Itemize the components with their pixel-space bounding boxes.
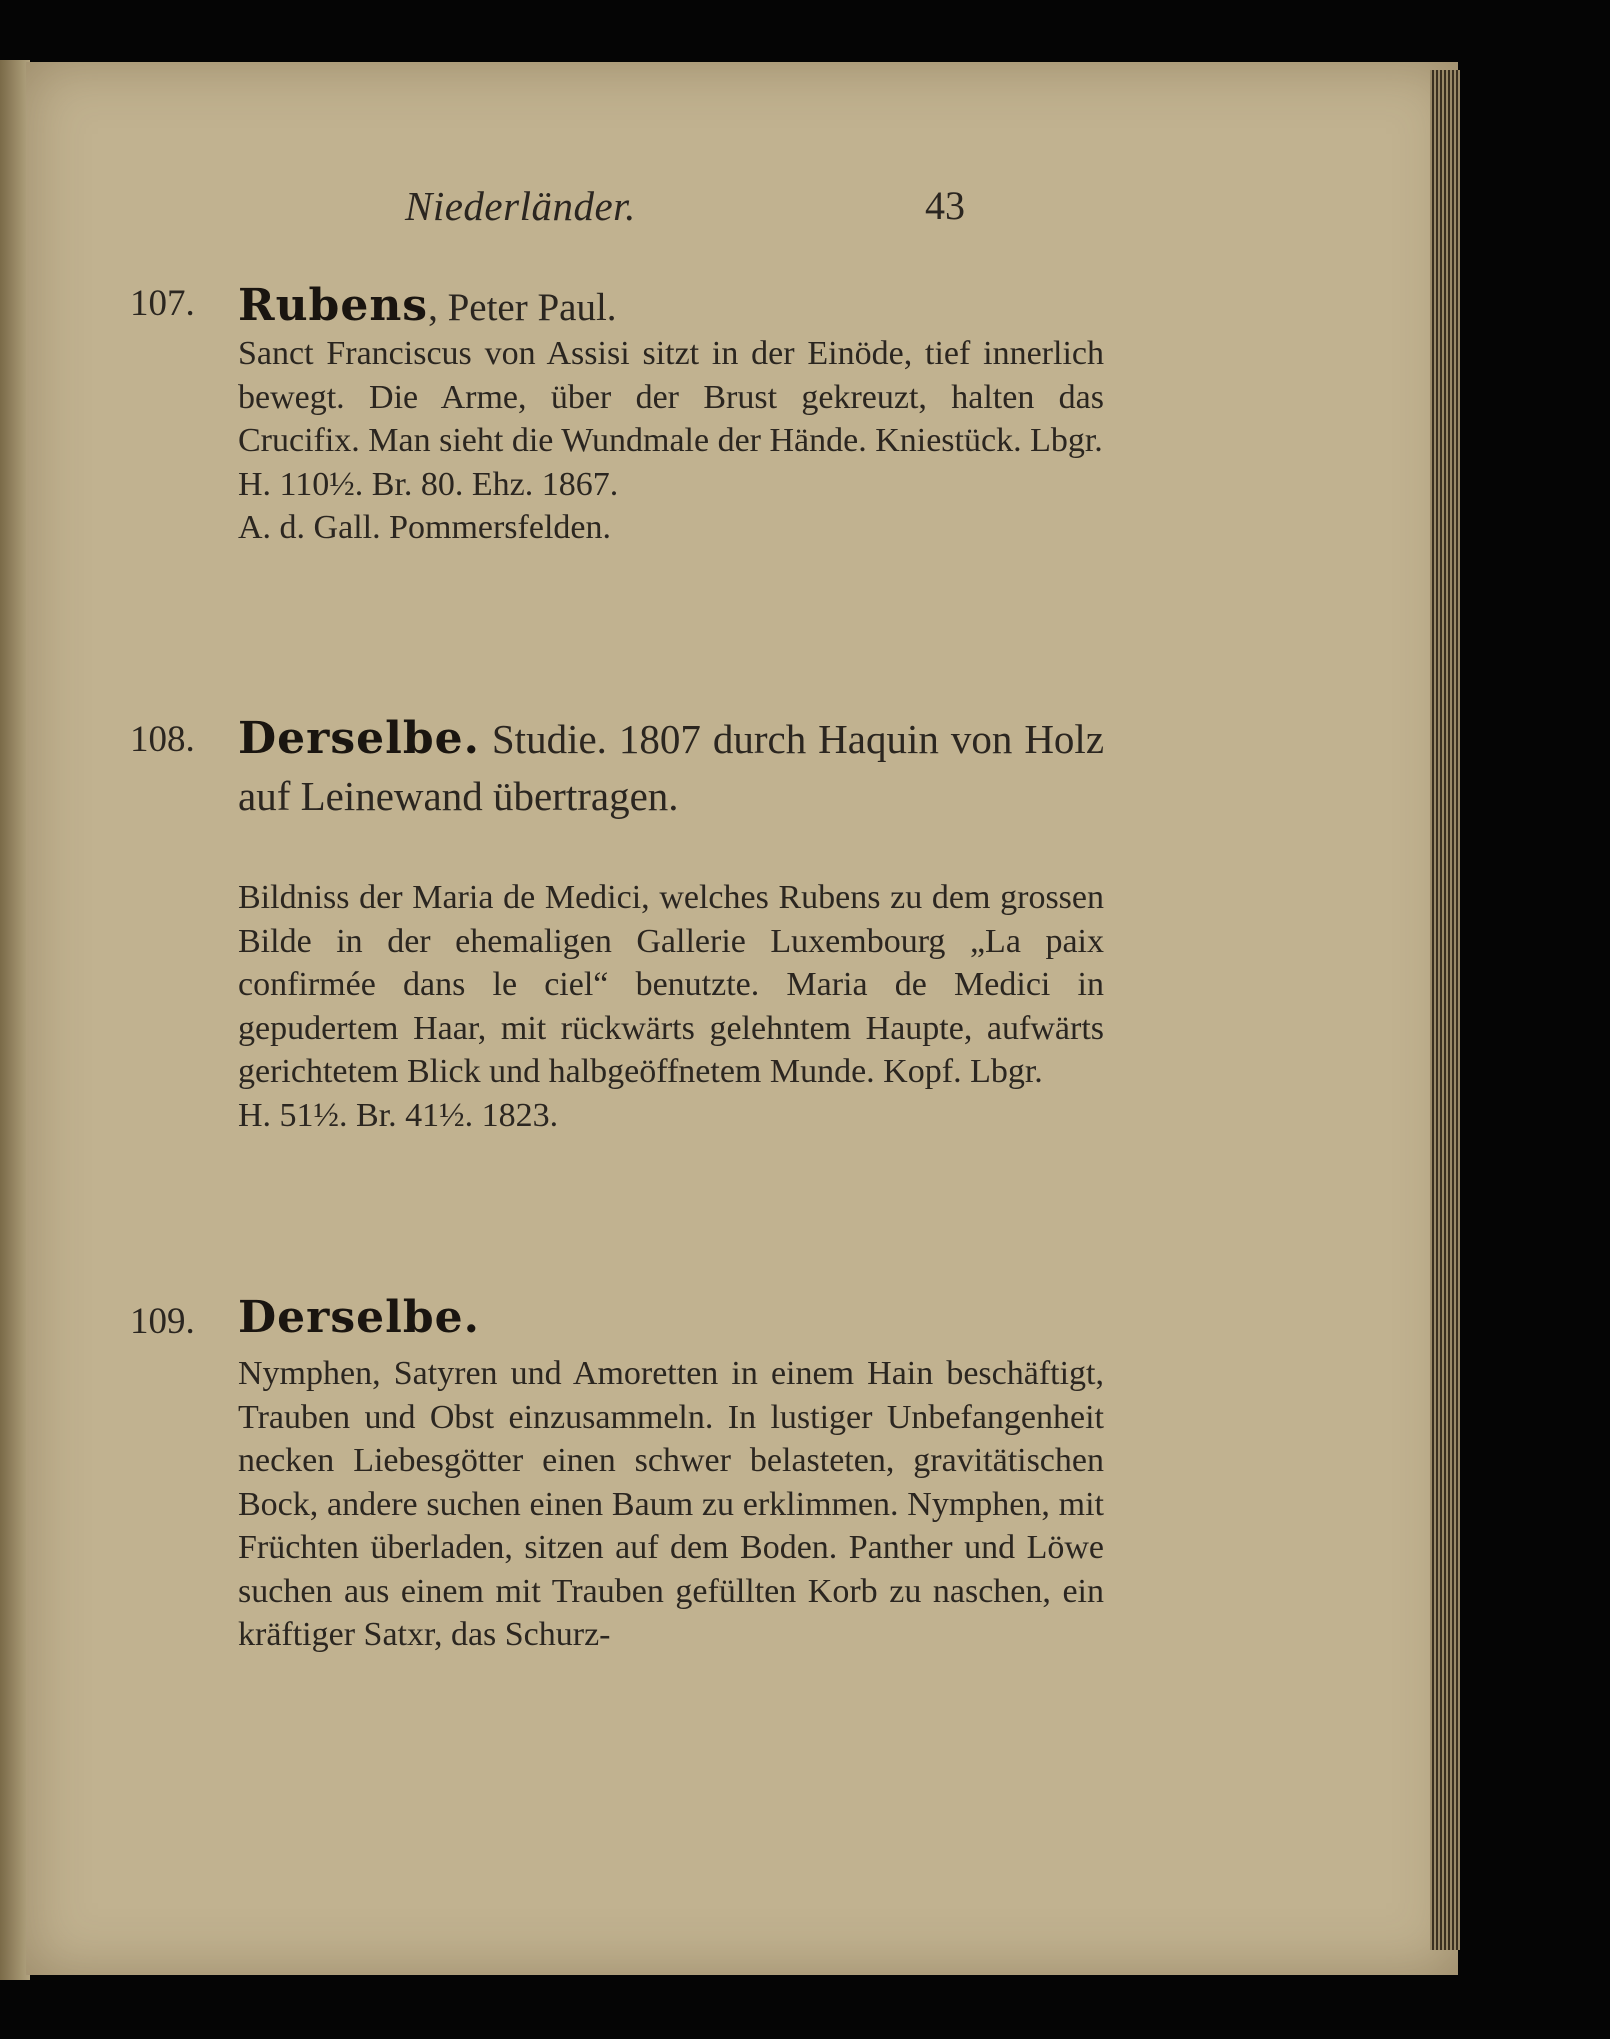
page-number: 43 — [925, 183, 965, 228]
page-stack-edge — [1430, 70, 1460, 1950]
entry-heading — [238, 1292, 480, 1343]
running-head — [405, 182, 965, 232]
entry-heading — [238, 280, 617, 331]
section-title: Niederländer. — [405, 183, 636, 229]
entry-description: Bildniss der Maria de Medici, welches Rubens zu dem grossen Bilde in der ehemaligen Gallerie Luxembourg „La paix confirmée dans le ciel“ benutzte. Maria de Medici in gepudertem Haar, mit rückwärts gelehntem Haupte, aufwärts gerichtetem Blick und halbgeöffnetem Munde. Kopf. Lbgr. — [238, 879, 1104, 1090]
entry-body — [238, 332, 1104, 550]
entry-number: 107. — [130, 283, 195, 324]
entry-number: 108. — [130, 719, 195, 760]
artist-name: Derselbe. — [238, 713, 480, 764]
entry-heading — [238, 710, 1104, 825]
artist-name: Derselbe. — [238, 1292, 480, 1343]
artist-detail: , Peter Paul. — [428, 286, 617, 329]
entry-dimensions: H. 51½. Br. 41½. 1823. — [238, 1096, 559, 1134]
artist-detail: Studie. 1807 durch Haquin von Holz auf Leinewand übertragen. — [238, 716, 1105, 819]
artist-name: Rubens — [238, 280, 429, 331]
entry-description: Sanct Franciscus von Assisi sitzt in der Einöde, tief innerlich bewegt. Die Arme, über der Brust gekreuzt, halten das Crucifix. Man sieht die Wundmale der Hände. Kniestück. Lbgr. — [238, 335, 1104, 459]
entry-description: Nymphen, Satyren und Amoretten in einem Hain beschäftigt, Trauben und Obst einzusammeln. In lustiger Unbefangenheit necken Liebesgötter einen schwer belasteten, gravitätischen Bock, andere suchen einen Baum zu erklimmen. Nymphen, mit Früchten überladen, sitzen auf dem Boden. Panther und Löwe suchen aus einem mit Trauben gefüllten Korb zu naschen, ein kräftiger Satxr, das Schurz- — [238, 1355, 1104, 1653]
entry-body — [238, 1352, 1104, 1657]
entry-dimensions: H. 110½. Br. 80. Ehz. 1867. — [238, 465, 619, 503]
entry-number: 109. — [130, 1301, 195, 1342]
entry-body — [238, 876, 1104, 1137]
entry-provenance: A. d. Gall. Pommersfelden. — [238, 509, 611, 546]
